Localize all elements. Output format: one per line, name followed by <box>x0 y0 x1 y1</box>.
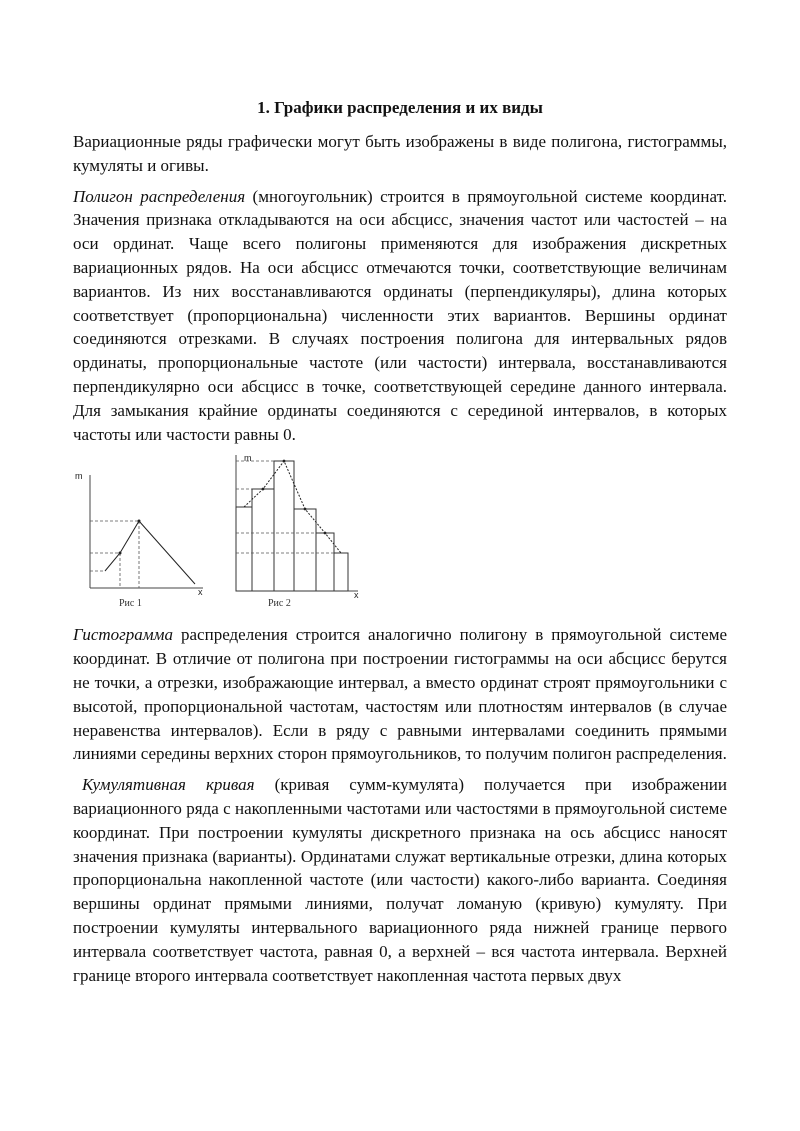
polygon-line <box>105 521 195 584</box>
histogram-bar <box>252 489 274 591</box>
histogram-chart <box>226 453 366 613</box>
intro-paragraph: Вариационные ряды графически могут быть изображены в виде полигона, гистограммы, кумуляты и огивы. <box>73 132 727 175</box>
figure-caption: Рис 2 <box>268 598 291 610</box>
data-point <box>324 532 327 535</box>
histogram-bar <box>334 553 348 591</box>
histogram-bar <box>316 533 334 591</box>
data-point <box>283 460 286 463</box>
data-point <box>304 508 307 511</box>
histogram-body: распределения строится аналогично полигону в прямоугольной системе координат. В отличие от полигона при построении гистограммы на оси абсцисс берутся не точки, а отрезки, изображающие интервал, а вместо ординат строят прямоугольники с высотой, пропорциональной частотам, частостям или плотностям интервалов (в случае неравенства интервалов). Если в ряду с равными интервалами соединить прямыми линиями середины верхних сторон прямоугольников, то получим полигон распределения. <box>73 625 727 764</box>
histogram-paragraph <box>73 623 727 766</box>
figure-histogram <box>226 453 366 613</box>
document-page <box>73 96 727 994</box>
polygon-paragraph <box>73 185 727 447</box>
y-axis-label: m <box>75 471 83 482</box>
section-heading: 1. Графики распределения и их виды <box>257 98 543 117</box>
data-point <box>138 520 141 523</box>
cumulative-term: Кумулятивная кривая <box>82 775 255 795</box>
polygon-chart <box>73 453 213 613</box>
y-axis-label: m <box>244 453 252 464</box>
polygon-body: (многоугольник) строится в прямоугольной системе координат. Значения признака откладываются на оси абсцисс, значения частот или частостей – на оси ординат. Чаще всего полигоны применяются для изображения дискретных вариационных рядов. На оси абсцисс отмечаются точки, соответствующие величинам вариантов. Из них восстанавливаются ординаты (перпендикуляры), длина которых соответствует (пропорциональна) численности этих вариантов. Вершины ординат соединяются отрезками. В случаях построения полигона для интервальных рядов ординаты, пропорциональные частоте (или частости) интервала, восстанавливаются перпендикулярно оси абсцисс в точке, соответствующей середине данного интервала. Для замыкания крайние ординаты соединяются с серединой интервалов, в которых частоты или частости равны 0. <box>73 186 727 444</box>
x-axis-label: x <box>198 587 203 598</box>
x-axis-label: x <box>354 590 359 601</box>
histogram-bar <box>294 509 316 591</box>
data-point <box>119 552 122 555</box>
figure-polygon <box>73 453 213 613</box>
cumulative-paragraph <box>73 773 727 987</box>
histogram-bar <box>236 507 252 591</box>
figures-row <box>73 453 727 613</box>
polygon-line <box>244 461 341 553</box>
histogram-term: Гистограмма <box>73 625 173 645</box>
polygon-term: Полигон распределения <box>73 186 246 206</box>
data-point <box>262 488 265 491</box>
cumulative-body: (кривая сумм-кумулята) получается при изображении вариационного ряда с накопленными частотами или частостями в прямоугольной системе координат. При построении кумуляты дискретного признака на ось абсцисс наносят значения признака (варианты). Ординатами служат вертикальные отрезки, длина которых пропорциональна накопленной частоте (или частости) какого-либо варианта. Соединяя вершины ординат прямыми линиями, получат ломаную (кривую) кумуляту. При построении кумуляты интервального вариационного ряда нижней границе первого интервала соответствует частота, равная 0, а верхней – вся частота интервала. Верхней границе второго интервала соответствует накопленная частота первых двух <box>73 775 728 985</box>
histogram-bar <box>274 461 294 591</box>
figure-caption: Рис 1 <box>119 598 142 610</box>
